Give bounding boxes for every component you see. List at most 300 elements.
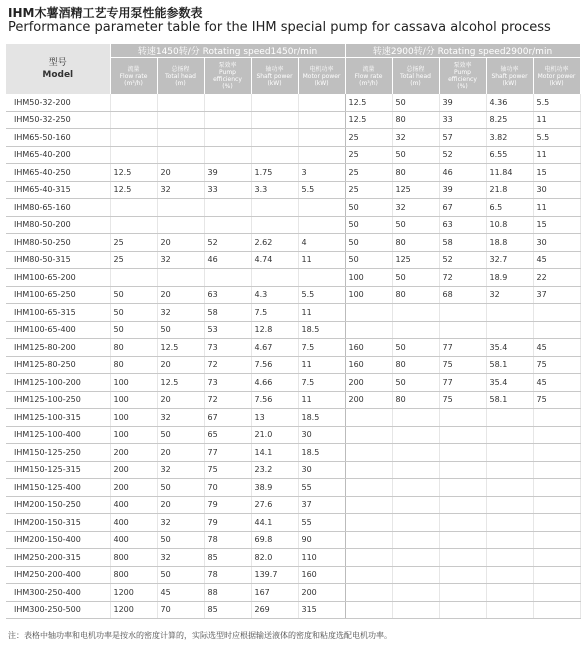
value-cell: 72 (204, 391, 251, 409)
value-cell: 30 (533, 181, 580, 199)
value-cell (486, 601, 533, 619)
value-cell (345, 584, 392, 602)
table-row (6, 94, 580, 111)
value-cell: 63 (439, 216, 486, 234)
value-cell (392, 601, 439, 619)
value-cell (533, 496, 580, 514)
value-cell: 12.8 (251, 321, 298, 339)
value-cell: 20 (157, 234, 204, 252)
value-cell: 7.5 (298, 374, 345, 392)
table-row (6, 374, 580, 392)
column-header (439, 58, 486, 95)
value-cell: 32 (157, 181, 204, 199)
value-cell: 12.5 (157, 339, 204, 357)
value-cell (157, 269, 204, 287)
value-cell: 58 (439, 234, 486, 252)
value-cell (204, 199, 251, 217)
value-cell: 15 (533, 216, 580, 234)
value-cell: 10.8 (486, 216, 533, 234)
value-cell (157, 111, 204, 129)
value-cell: 18.8 (486, 234, 533, 252)
value-cell: 200 (110, 444, 157, 462)
value-cell (439, 479, 486, 497)
value-cell: 50 (157, 426, 204, 444)
value-cell (392, 479, 439, 497)
model-cell: IHM65-50-160 (6, 129, 110, 147)
value-cell (345, 601, 392, 619)
value-cell: 200 (345, 391, 392, 409)
value-cell: 4.67 (251, 339, 298, 357)
value-cell: 73 (204, 374, 251, 392)
value-cell (533, 461, 580, 479)
model-cell: IHM250-200-315 (6, 549, 110, 567)
value-cell (439, 531, 486, 549)
value-cell: 80 (392, 286, 439, 304)
value-cell (345, 304, 392, 322)
column-header-en: Flow rate (354, 72, 383, 80)
value-cell: 80 (392, 234, 439, 252)
value-cell: 2.62 (251, 234, 298, 252)
value-cell: 100 (110, 374, 157, 392)
value-cell: 200 (298, 584, 345, 602)
value-cell (392, 426, 439, 444)
table-row (6, 339, 580, 357)
table-row (6, 426, 580, 444)
model-cell: IHM150-125-400 (6, 479, 110, 497)
value-cell (439, 444, 486, 462)
value-cell (486, 461, 533, 479)
model-cell: IHM150-125-250 (6, 444, 110, 462)
value-cell: 50 (392, 339, 439, 357)
model-cell: IHM125-100-315 (6, 409, 110, 427)
column-header-cn: 总扬程 (406, 65, 425, 73)
column-header-unit: (kW) (314, 79, 329, 87)
value-cell (533, 549, 580, 567)
value-cell: 72 (204, 356, 251, 374)
value-cell (439, 601, 486, 619)
value-cell: 11 (298, 391, 345, 409)
value-cell: 25 (110, 234, 157, 252)
table-row (6, 251, 580, 269)
value-cell: 32 (157, 251, 204, 269)
value-cell: 20 (157, 286, 204, 304)
value-cell (533, 426, 580, 444)
value-cell: 1200 (110, 601, 157, 619)
value-cell (345, 444, 392, 462)
value-cell: 110 (298, 549, 345, 567)
value-cell: 33 (439, 111, 486, 129)
value-cell: 11 (533, 199, 580, 217)
value-cell (251, 111, 298, 129)
value-cell (345, 321, 392, 339)
table-row (6, 216, 580, 234)
value-cell (298, 146, 345, 164)
value-cell (345, 531, 392, 549)
column-header-cn: 电机功率 (309, 65, 334, 73)
value-cell: 79 (204, 496, 251, 514)
value-cell: 50 (110, 321, 157, 339)
table-row (6, 146, 580, 164)
value-cell: 52 (439, 251, 486, 269)
value-cell: 63 (204, 286, 251, 304)
value-cell: 27.6 (251, 496, 298, 514)
value-cell (298, 129, 345, 147)
value-cell (298, 269, 345, 287)
value-cell: 30 (298, 426, 345, 444)
value-cell (486, 304, 533, 322)
value-cell: 18.5 (298, 321, 345, 339)
model-cell: IHM300-250-400 (6, 584, 110, 602)
column-header (298, 58, 345, 95)
value-cell: 39 (439, 94, 486, 111)
value-cell: 55 (298, 479, 345, 497)
value-cell (439, 304, 486, 322)
value-cell: 77 (204, 444, 251, 462)
model-header (6, 44, 110, 94)
value-cell: 80 (110, 356, 157, 374)
column-header-en: Shaft power (491, 72, 528, 80)
value-cell (157, 216, 204, 234)
value-cell: 18.5 (298, 444, 345, 462)
value-cell (439, 321, 486, 339)
value-cell: 12.5 (110, 181, 157, 199)
value-cell: 20 (157, 356, 204, 374)
value-cell: 78 (204, 531, 251, 549)
column-header-unit: (m) (410, 79, 421, 87)
column-header-en: Flow rate (119, 72, 148, 80)
column-header (204, 58, 251, 95)
value-cell: 12.5 (110, 164, 157, 182)
model-cell: IHM65-40-250 (6, 164, 110, 182)
value-cell: 45 (533, 339, 580, 357)
value-cell: 7.5 (251, 304, 298, 322)
column-header-en: Total head (400, 72, 431, 80)
value-cell: 6.5 (486, 199, 533, 217)
value-cell (439, 426, 486, 444)
value-cell (251, 129, 298, 147)
value-cell (439, 409, 486, 427)
model-cell: IHM80-50-250 (6, 234, 110, 252)
value-cell (533, 304, 580, 322)
value-cell: 160 (345, 356, 392, 374)
value-cell: 75 (533, 356, 580, 374)
speed-header-2900: 转速2900转/分 Rotating speed2900r/min (345, 44, 580, 58)
table-row (6, 199, 580, 217)
value-cell: 75 (439, 356, 486, 374)
value-cell: 37 (298, 496, 345, 514)
column-header-cn: 泵效率 (453, 62, 472, 69)
value-cell: 5.5 (533, 129, 580, 147)
value-cell (157, 129, 204, 147)
column-header (251, 58, 298, 95)
column-header-cn: 轴功率 (265, 65, 284, 73)
value-cell (533, 409, 580, 427)
value-cell (486, 514, 533, 532)
table-row (6, 111, 580, 129)
value-cell: 400 (110, 514, 157, 532)
column-header-unit: (kW) (549, 79, 564, 87)
value-cell: 70 (157, 601, 204, 619)
value-cell: 30 (533, 234, 580, 252)
value-cell (533, 566, 580, 584)
value-cell: 22 (533, 269, 580, 287)
value-cell: 12.5 (345, 94, 392, 111)
value-cell: 25 (345, 164, 392, 182)
value-cell: 50 (157, 531, 204, 549)
value-cell: 78 (204, 566, 251, 584)
value-cell (486, 321, 533, 339)
value-cell (110, 111, 157, 129)
table-row (6, 234, 580, 252)
value-cell (345, 461, 392, 479)
model-cell: IHM125-100-250 (6, 391, 110, 409)
value-cell (392, 531, 439, 549)
model-cell: IHM80-50-200 (6, 216, 110, 234)
column-header-en: Pump efficiency (213, 69, 242, 83)
value-cell: 7.5 (298, 339, 345, 357)
value-cell: 200 (110, 479, 157, 497)
value-cell (157, 146, 204, 164)
value-cell: 12.5 (345, 111, 392, 129)
value-cell: 167 (251, 584, 298, 602)
value-cell: 100 (345, 269, 392, 287)
value-cell (439, 514, 486, 532)
value-cell (298, 199, 345, 217)
value-cell (486, 444, 533, 462)
value-cell: 77 (439, 374, 486, 392)
model-cell: IHM200-150-250 (6, 496, 110, 514)
value-cell: 1.75 (251, 164, 298, 182)
value-cell: 32 (486, 286, 533, 304)
value-cell: 100 (110, 391, 157, 409)
value-cell (298, 94, 345, 111)
column-header-unit: (%) (457, 83, 468, 90)
column-header-cn: 总扬程 (171, 65, 190, 73)
table-row (6, 391, 580, 409)
value-cell: 32 (157, 461, 204, 479)
value-cell: 80 (392, 391, 439, 409)
value-cell: 21.8 (486, 181, 533, 199)
value-cell: 13 (251, 409, 298, 427)
value-cell (251, 94, 298, 111)
value-cell: 50 (110, 304, 157, 322)
speed-header-1450: 转速1450转/分 Rotating speed1450r/min (110, 44, 345, 58)
model-cell: IHM100-65-400 (6, 321, 110, 339)
value-cell (345, 479, 392, 497)
value-cell: 72 (439, 269, 486, 287)
value-cell (486, 479, 533, 497)
value-cell: 38.9 (251, 479, 298, 497)
value-cell: 18.5 (298, 409, 345, 427)
value-cell: 139.7 (251, 566, 298, 584)
value-cell: 5.5 (298, 181, 345, 199)
value-cell: 75 (533, 391, 580, 409)
value-cell: 32.7 (486, 251, 533, 269)
value-cell (157, 94, 204, 111)
value-cell (392, 409, 439, 427)
table-row (6, 129, 580, 147)
value-cell: 46 (204, 251, 251, 269)
value-cell (392, 496, 439, 514)
value-cell: 11 (533, 146, 580, 164)
value-cell: 44.1 (251, 514, 298, 532)
value-cell: 200 (345, 374, 392, 392)
table-row (6, 601, 580, 619)
table-row (6, 514, 580, 532)
model-cell: IHM80-50-315 (6, 251, 110, 269)
value-cell: 11 (298, 251, 345, 269)
value-cell: 80 (392, 164, 439, 182)
value-cell: 45 (533, 251, 580, 269)
value-cell (110, 199, 157, 217)
value-cell: 18.9 (486, 269, 533, 287)
table-row (6, 304, 580, 322)
model-cell: IHM125-100-400 (6, 426, 110, 444)
table-row (6, 321, 580, 339)
value-cell: 39 (204, 164, 251, 182)
table-row (6, 584, 580, 602)
value-cell: 32 (157, 549, 204, 567)
value-cell: 35.4 (486, 339, 533, 357)
model-cell: IHM100-65-315 (6, 304, 110, 322)
column-header-cn: 轴功率 (500, 65, 519, 73)
model-cell: IHM50-32-200 (6, 94, 110, 111)
value-cell: 50 (157, 321, 204, 339)
value-cell: 70 (204, 479, 251, 497)
value-cell: 20 (157, 496, 204, 514)
value-cell: 53 (204, 321, 251, 339)
value-cell: 50 (392, 216, 439, 234)
column-header-unit: (m³/h) (124, 79, 143, 87)
model-header-en: Model (42, 70, 74, 80)
value-cell: 7.56 (251, 356, 298, 374)
column-header (533, 58, 580, 95)
column-header-unit: (kW) (267, 79, 282, 87)
value-cell (110, 146, 157, 164)
value-cell (392, 584, 439, 602)
value-cell: 15 (533, 164, 580, 182)
value-cell (345, 409, 392, 427)
value-cell: 37 (533, 286, 580, 304)
value-cell: 800 (110, 549, 157, 567)
value-cell: 1200 (110, 584, 157, 602)
value-cell: 50 (345, 251, 392, 269)
value-cell (392, 304, 439, 322)
value-cell (110, 94, 157, 111)
value-cell: 33 (204, 181, 251, 199)
value-cell (486, 409, 533, 427)
value-cell (204, 269, 251, 287)
value-cell: 73 (204, 339, 251, 357)
value-cell: 85 (204, 549, 251, 567)
value-cell: 32 (157, 304, 204, 322)
table-row (6, 549, 580, 567)
model-cell: IHM200-150-315 (6, 514, 110, 532)
value-cell: 82.0 (251, 549, 298, 567)
value-cell: 100 (345, 286, 392, 304)
value-cell: 315 (298, 601, 345, 619)
value-cell: 4 (298, 234, 345, 252)
value-cell (392, 461, 439, 479)
value-cell (345, 566, 392, 584)
model-cell: IHM80-65-160 (6, 199, 110, 217)
model-cell: IHM65-40-315 (6, 181, 110, 199)
value-cell (486, 426, 533, 444)
value-cell (439, 584, 486, 602)
value-cell: 75 (204, 461, 251, 479)
model-cell: IHM125-80-200 (6, 339, 110, 357)
value-cell (533, 584, 580, 602)
value-cell: 11 (533, 111, 580, 129)
value-cell: 5.5 (298, 286, 345, 304)
value-cell: 58.1 (486, 356, 533, 374)
value-cell (251, 199, 298, 217)
footnote: 注：表格中轴功率和电机功率是按水的密度计算的，实际选型时应根据输送液体的密度和粘度选配电机功率。 (8, 631, 392, 640)
value-cell: 80 (110, 339, 157, 357)
value-cell: 5.5 (533, 94, 580, 111)
value-cell (204, 94, 251, 111)
column-header (486, 58, 533, 95)
model-cell: IHM100-65-250 (6, 286, 110, 304)
value-cell: 12.5 (157, 374, 204, 392)
value-cell (204, 111, 251, 129)
value-cell: 52 (204, 234, 251, 252)
value-cell: 400 (110, 531, 157, 549)
value-cell: 58 (204, 304, 251, 322)
value-cell: 269 (251, 601, 298, 619)
value-cell (345, 426, 392, 444)
value-cell (533, 531, 580, 549)
value-cell: 160 (298, 566, 345, 584)
value-cell: 14.1 (251, 444, 298, 462)
value-cell (486, 566, 533, 584)
value-cell: 45 (533, 374, 580, 392)
value-cell: 50 (345, 234, 392, 252)
value-cell: 11 (298, 304, 345, 322)
column-header-unit: (m) (175, 79, 186, 87)
value-cell: 50 (392, 94, 439, 111)
value-cell: 77 (439, 339, 486, 357)
value-cell (110, 129, 157, 147)
value-cell (345, 514, 392, 532)
value-cell: 67 (204, 409, 251, 427)
value-cell (110, 216, 157, 234)
value-cell: 46 (439, 164, 486, 182)
value-cell (439, 566, 486, 584)
value-cell: 20 (157, 444, 204, 462)
column-header-unit: (m³/h) (359, 79, 378, 87)
value-cell (533, 514, 580, 532)
model-cell: IHM300-250-500 (6, 601, 110, 619)
value-cell: 21.0 (251, 426, 298, 444)
value-cell (533, 444, 580, 462)
value-cell: 11.84 (486, 164, 533, 182)
value-cell: 32 (392, 129, 439, 147)
value-cell: 3.3 (251, 181, 298, 199)
value-cell (204, 216, 251, 234)
value-cell (392, 514, 439, 532)
value-cell (204, 146, 251, 164)
value-cell: 6.55 (486, 146, 533, 164)
table-row (6, 461, 580, 479)
value-cell (392, 549, 439, 567)
value-cell: 125 (392, 181, 439, 199)
value-cell: 32 (157, 409, 204, 427)
value-cell (533, 601, 580, 619)
table-row (6, 479, 580, 497)
title-english: Performance parameter table for the IHM special pump for cassava alcohol process (8, 20, 551, 35)
column-header-en: Motor power (302, 72, 341, 80)
